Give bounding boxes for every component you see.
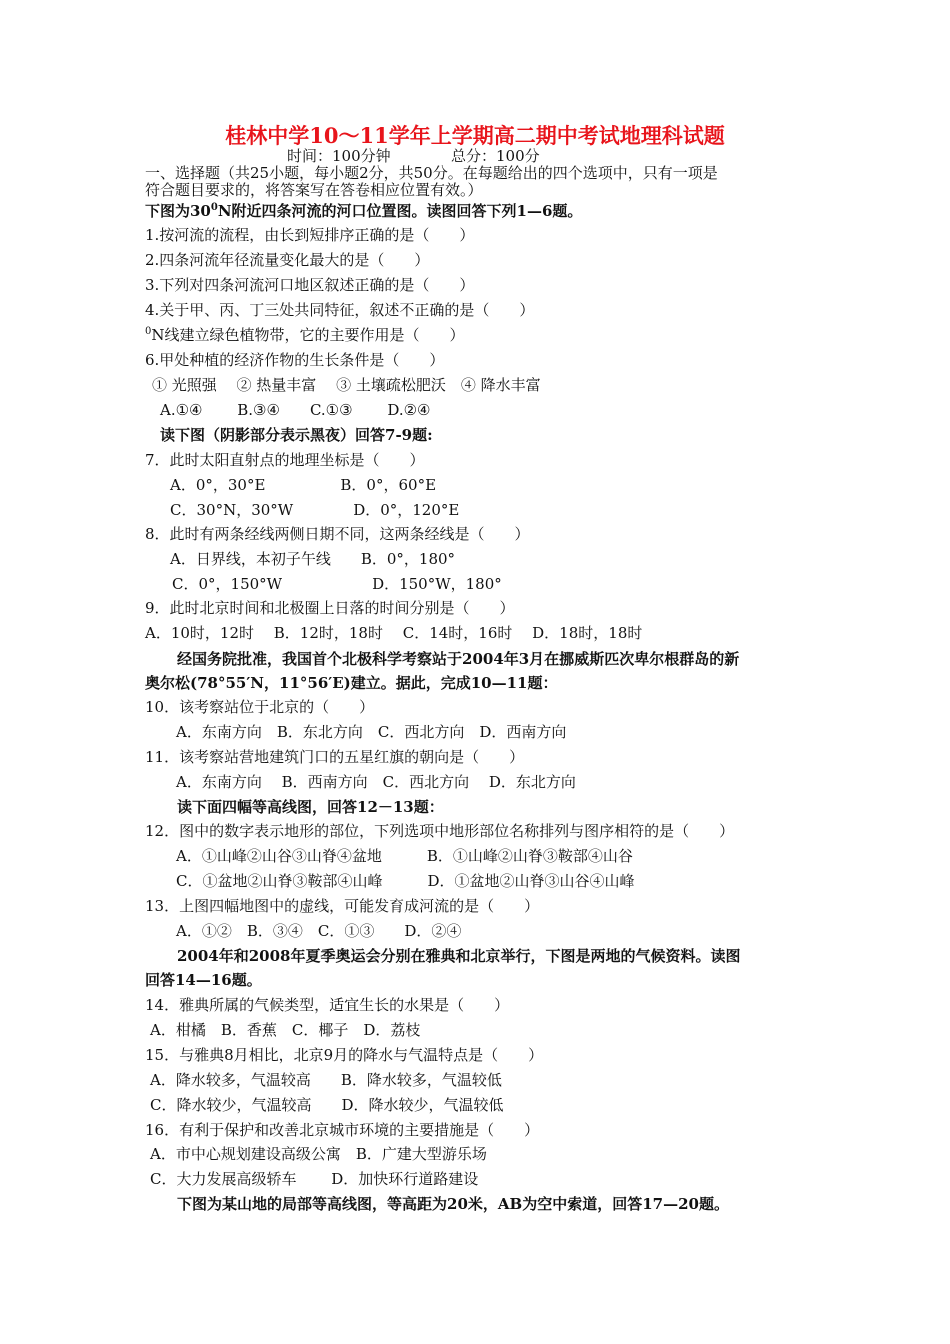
- question-9: 9．此时北京时间和北极圈上日落的时间分别是（ ）: [145, 599, 515, 617]
- question-15-options-ab: A．降水较多，气温较高 B．降水较多，气温较低: [150, 1071, 502, 1089]
- question-8: 8．此时有两条经线两侧日期不同，这两条经线是（ ）: [145, 525, 530, 543]
- question-14: 14．雅典所属的气候类型，适宜生长的水果是（ ）: [145, 996, 510, 1014]
- question-7: 7．此时太阳直射点的地理坐标是（ ）: [145, 451, 425, 469]
- question-6: 6.甲处种植的经济作物的生长条件是（ ）: [145, 351, 445, 369]
- group4-intro: 读下面四幅等高线图，回答12－13题：: [177, 798, 444, 816]
- question-6-items: ① 光照强 ② 热量丰富 ③ 土壤疏松肥沃 ④ 降水丰富: [152, 376, 541, 394]
- group5-intro-line-2: 回答14—16题。: [145, 971, 262, 989]
- question-11: 11．该考察站营地建筑门口的五星红旗的朝向是（ ）: [145, 748, 525, 766]
- question-9-options: A．10时，12时 B．12时，18时 C．14时，16时 D．18时，18时: [145, 624, 643, 642]
- question-8-options-cd: C．0°，150°W D．150°W，180°: [172, 575, 502, 593]
- question-1: 1.按河流的流程，由长到短排序正确的是（ ）: [145, 226, 475, 244]
- question-16-options-ab: A．市中心规划建设高级公寓 B．广建大型游乐场: [150, 1145, 487, 1163]
- question-7-options-ab: A．0°，30°E B．0°，60°E: [170, 476, 437, 494]
- question-16: 16．有利于保护和改善北京城市环境的主要措施是（ ）: [145, 1121, 540, 1139]
- question-5: $^0$N线建立绿色植物带，它的主要作用是（ ）: [145, 326, 465, 344]
- exam-time: 时间：100分钟: [287, 147, 391, 165]
- question-4: 4.关于甲、丙、丁三处共同特征，叙述不正确的是（ ）: [145, 301, 535, 319]
- question-12: 12．图中的数字表示地形的部位，下列选项中地形部位名称排列与图序相符的是（ ）: [145, 822, 735, 840]
- question-15-options-cd: C．降水较少，气温较高 D．降水较少，气温较低: [150, 1096, 504, 1114]
- instructions-line-1: 一、选择题（共25小题，每小题2分，共50分。在每题给出的四个选项中，只有一项是: [145, 164, 718, 182]
- question-14-options: A．柑橘 B．香蕉 C．椰子 D．荔枝: [150, 1021, 421, 1039]
- question-8-options-ab: A．日界线，本初子午线 B．0°，180°: [170, 550, 456, 568]
- group2-intro: 读下图（阴影部分表示黑夜）回答7-9题:: [160, 426, 433, 444]
- exam-title: 桂林中学10～11学年上学期高二期中考试地理科试题: [225, 123, 725, 148]
- question-15: 15．与雅典8月相比，北京9月的降水与气温特点是（ ）: [145, 1046, 544, 1064]
- exam-total-score: 总分：100分: [451, 147, 540, 165]
- question-11-options: A．东南方向 B．西南方向 C．西北方向 D．东北方向: [176, 773, 576, 791]
- question-10-options: A．东南方向 B．东北方向 C．西北方向 D．西南方向: [176, 723, 567, 741]
- question-10: 10．该考察站位于北京的（ ）: [145, 698, 375, 716]
- question-3: 3.下列对四条河流河口地区叙述正确的是（ ）: [145, 276, 475, 294]
- question-12-options-cd: C．①盆地②山脊③鞍部④山峰 D．①盆地②山脊③山谷④山峰: [176, 872, 635, 890]
- question-7-options-cd: C．30°N，30°W D．0°，120°E: [170, 501, 460, 519]
- instructions-line-2: 符合题目要求的，将答案写在答卷相应位置有效。）: [145, 181, 483, 199]
- question-6-options: A.①④ B.③④ C.①③ D.②④: [160, 401, 431, 419]
- question-16-options-cd: C．大力发展高级轿车 D．加快环行道路建设: [150, 1170, 479, 1188]
- group1-intro: 下图为$30^0N$附近四条河流的河口位置图。读图回答下列1—6题。: [145, 202, 583, 220]
- group5-intro-line-1: 2004年和2008年夏季奥运会分别在雅典和北京举行，下图是两地的气候资料。读图: [177, 947, 741, 965]
- group3-intro-line-2: 奥尔松(78°55′N，11°56′E)建立。据此，完成10—11题：: [145, 674, 558, 692]
- question-13: 13．上图四幅地图中的虚线，可能发育成河流的是（ ）: [145, 897, 540, 915]
- group6-intro: 下图为某山地的局部等高线图，等高距为20米，AB为空中索道，回答17—20题。: [177, 1195, 729, 1213]
- group3-intro-line-1: 经国务院批准，我国首个北极科学考察站于2004年3月在挪威斯匹次卑尔根群岛的新: [177, 650, 740, 668]
- question-12-options-ab: A．①山峰②山谷③山脊④盆地 B．①山峰②山脊③鞍部④山谷: [176, 847, 633, 865]
- question-2: 2.四条河流年径流量变化最大的是（ ）: [145, 251, 430, 269]
- question-13-options: A．①② B．③④ C．①③ D．②④: [176, 922, 462, 940]
